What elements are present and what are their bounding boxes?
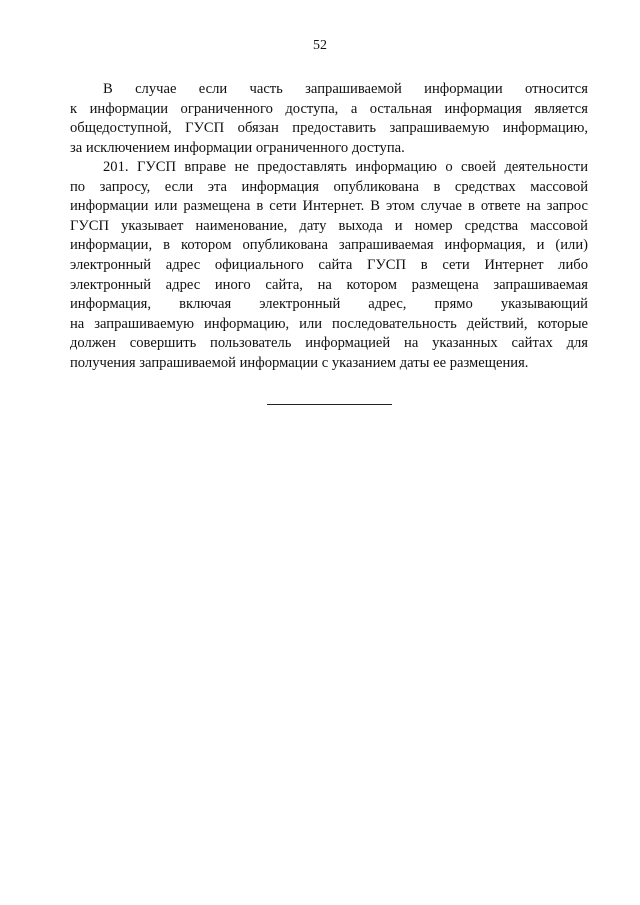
paragraph-line: должен совершить пользователь информацией на указанных сайтах для xyxy=(70,335,588,352)
end-of-section-rule xyxy=(267,404,392,405)
paragraph-line: по запросу, если эта информация опубликована в средствах массовой xyxy=(70,178,588,195)
paragraph-line: информация, включая электронный адрес, прямо указывающий xyxy=(70,296,588,313)
paragraph-line: к информации ограниченного доступа, а остальная информация является xyxy=(70,100,588,117)
paragraph-line: ГУСП указывает наименование, дату выхода и номер средства массовой xyxy=(70,217,588,234)
paragraph-line: получения запрашиваемой информации с указанием даты ее размещения. xyxy=(70,354,529,371)
paragraph-line: за исключением информации ограниченного доступа. xyxy=(70,139,405,156)
paragraph-line: В случае если часть запрашиваемой информации относится xyxy=(103,81,588,97)
paragraph-line: на запрашиваемую информацию, или последовательность действий, которые xyxy=(70,315,588,332)
paragraph-line: общедоступной, ГУСП обязан предоставить запрашиваемую информацию, xyxy=(70,120,588,137)
paragraph-line: информации, в котором опубликована запрашиваемая информация, и (или) xyxy=(70,237,588,254)
paragraph-restricted-info xyxy=(70,80,588,158)
paragraph-line: информации или размещена в сети Интернет. В этом случае в ответе на запрос xyxy=(70,198,588,215)
page-number: 52 xyxy=(313,38,327,53)
paragraph-line: 201. ГУСП вправе не предоставлять информацию о своей деятельности xyxy=(103,159,588,175)
paragraph-201 xyxy=(70,158,588,374)
paragraph-line: электронный адрес официального сайта ГУСП в сети Интернет либо xyxy=(70,256,588,273)
paragraph-line: электронный адрес иного сайта, на котором размещена запрашиваемая xyxy=(70,276,588,293)
